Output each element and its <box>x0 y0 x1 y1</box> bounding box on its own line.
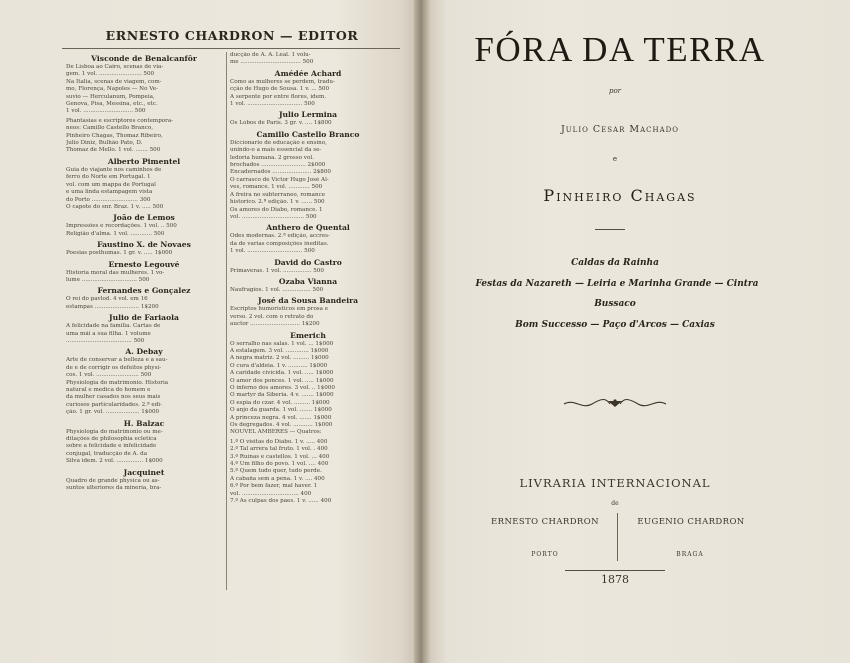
catalogue-column-left <box>66 52 222 494</box>
catalogue-line: Physiologia do matrimonio ou me- <box>66 428 163 435</box>
catalogue-author: Visconde de Benalcanfôr <box>91 54 197 63</box>
catalogue-entry <box>66 419 222 466</box>
catalogue-entry <box>66 313 222 345</box>
catalogue-line: Odes modernas. 2.ª edição, accres- <box>230 233 330 240</box>
catalogue-line: A caridade civicida. 1 vol. ..... 1$000 <box>230 370 334 377</box>
catalogue-line: O cura d'aldeia. 1 v. ........... 1$000 <box>230 362 328 369</box>
por-label: por <box>608 87 622 95</box>
right-page <box>426 0 850 663</box>
catalogue-author: David do Castro <box>274 257 342 267</box>
catalogue-line: De Lisboa ao Cairo, scenas de via- <box>66 64 164 70</box>
place-line-4: Bom Successo — Paço d'Arcos — Caxias <box>515 320 715 330</box>
catalogue-line: Genova, Pisa, Messina, etc., etc. <box>66 101 158 108</box>
catalogue-entry <box>66 118 222 155</box>
catalogue-line: A negra matriz. 2 vol. ......... 1$000 <box>230 355 329 362</box>
catalogue-line: me .................................. 500 <box>230 59 314 66</box>
catalogue-line: e uma linda estampagem vista <box>66 189 153 196</box>
catalogue-author: H. Balzac <box>123 418 165 428</box>
catalogue-line: cos. 1 vol. ........................ 500 <box>66 372 152 379</box>
catalogue-author: Alberto Pimentel <box>107 156 181 166</box>
catalogue-entry <box>230 52 386 67</box>
catalogue-line: O anjo da guarda. 1 vol. ....... 1$000 <box>230 407 332 414</box>
catalogue-author: Julio Lermina <box>278 110 338 120</box>
catalogue-author: José da Sousa Bandeira <box>258 296 358 306</box>
catalogue-line: verso. 2 vol. com o retrato do <box>230 313 314 320</box>
catalogue-header: ERNESTO CHARDRON — EDITOR <box>105 28 359 43</box>
place-line-1: Caldas da Rainha <box>571 258 659 268</box>
catalogue-line: neos: Camillo Castello Branco, <box>66 125 154 132</box>
catalogue-line: sobre a felicidade e infelicidade <box>66 443 157 450</box>
catalogue-line: Os Lobos de Paris. 3 gr. v. .... 1$800 <box>230 120 332 127</box>
catalogue-line: O inferno dos amores. 3 vol. .. 1$000 <box>230 385 335 391</box>
catalogue-line: 2.º Tal arrera tal fruto. 1 vol. . 400 <box>230 446 328 453</box>
catalogue-line: Escriptos humoristicos em prosa e <box>230 306 329 313</box>
catalogue-line: lume ............................... 500 <box>66 276 150 283</box>
catalogue-line: brochados ......................... 2$000 <box>230 162 326 169</box>
catalogue-line: Thomaz de Mello. 1 vol. ....... 500 <box>66 147 161 154</box>
catalogue-line: de e de corrigir os defeitos physi- <box>66 364 162 371</box>
city-braga: BRAGA <box>676 551 704 558</box>
catalogue-author: Julio de Fariaola <box>109 313 179 323</box>
catalogue-author: Ernesto Legouvé <box>108 259 180 269</box>
catalogue-line: NOUVEL AMBERES — Quatros: <box>230 429 322 436</box>
catalogue-entry <box>66 347 222 416</box>
catalogue-line: 1 vol. ............................... 500 <box>230 101 315 108</box>
catalogue-entry <box>230 130 386 221</box>
catalogue-line: vol. com um mappa de Portugal <box>66 181 156 188</box>
catalogue-entry <box>66 54 222 116</box>
publication-year: 1878 <box>601 573 629 586</box>
editor-porto: ERNESTO CHARDRON <box>491 517 599 527</box>
year-rule <box>565 570 665 571</box>
catalogue-line: A princeza negra. 4 vol. ....... 1$000 <box>230 414 332 421</box>
catalogue-line: suntos ulteriores da mineria, bra- <box>66 485 162 492</box>
catalogue-line: A serpente por entre flores, idem. <box>230 93 327 100</box>
catalogue-line: Diccionario de educação e ensino, <box>230 139 327 146</box>
catalogue-line: 1 vol. ............................ 500 <box>66 108 146 115</box>
catalogue-line: da de varias composições ineditas. <box>230 240 329 247</box>
catalogue-line: ledoria humana. 2 grosso vol. <box>230 154 314 161</box>
catalogue-line: Primaveras. 1 vol. ................ 500 <box>230 267 324 274</box>
catalogue-author: Anthero de Quental <box>266 223 350 233</box>
catalogue-line: 1.º O visitas do Diabo. 1 v. ..... 400 <box>230 438 328 445</box>
catalogue-line: Quadro de grande physica ou as- <box>66 477 160 484</box>
conjunction-label: e <box>612 155 618 163</box>
author-name-2: Pinheiro Chagas <box>543 186 697 205</box>
catalogue-line: ducção de A. A. Leal. 1 volu- <box>230 52 311 58</box>
catalogue-line: Os amores do Diabo, romance. 1 <box>230 206 323 213</box>
catalogue-entry <box>230 296 386 328</box>
catalogue-line: Religião d'alma. 1 vol. ............ 500 <box>66 230 165 237</box>
catalogue-author: João de Lemos <box>113 213 175 223</box>
catalogue-line: Guia do viajante nos caminhos de <box>66 166 162 173</box>
catalogue-line: Phantasias e escriptores contempora- <box>66 117 174 124</box>
catalogue-line: suvio — Herculanum, Pompeia, <box>66 93 155 100</box>
catalogue-line: Pinheiro Chagas, Thomaz Ribeiro, <box>66 132 163 139</box>
catalogue-line: 5.º Quem tudo quer, tudo perde. <box>230 468 322 475</box>
place-line-2: Festas da Nazareth — Leiria e Marinha Grande — Cintra <box>475 279 759 289</box>
decorative-flourish-icon <box>560 396 670 412</box>
catalogue-line: Os degregados. 4 vol. ........... 1$000 <box>230 422 333 429</box>
catalogue-entry <box>230 258 386 275</box>
catalogue-entry <box>230 277 386 294</box>
catalogue-line: estampas ......................... 1$200 <box>66 303 159 310</box>
catalogue-line: Silva idem. 2 vol. ............... 1$000 <box>66 458 163 465</box>
catalogue-line: ..................................... 500 <box>66 337 145 344</box>
catalogue-line: Naufragios. 1 vol. ................ 500 <box>230 286 324 293</box>
catalogue-line: natural e medica do homem e <box>66 387 151 393</box>
catalogue-author: Amédée Achard <box>274 68 342 78</box>
catalogue-line: da mulher casados nos seus mais <box>66 394 161 401</box>
catalogue-line: A felicidade na familia. Cartas de <box>66 323 161 330</box>
header-rule <box>62 48 400 49</box>
catalogue-column-right <box>230 52 386 508</box>
catalogue-line: Julio Diniz, Bulhão Pato, D. <box>66 140 143 147</box>
catalogue-line: gem. 1 vol. ........................ 500 <box>66 71 155 78</box>
catalogue-entry <box>66 240 222 257</box>
catalogue-entry <box>230 69 386 109</box>
catalogue-line: vol. ................................ 400 <box>230 490 312 497</box>
catalogue-line: Poesias posthumas. 1 gr. v. ..... 1$000 <box>66 250 173 257</box>
catalogue-line: historico. 2.ª edição. 1 v. ...... 500 <box>230 199 325 206</box>
catalogue-line: auctor ............................ 1$200 <box>230 321 320 328</box>
catalogue-line: A estalagem. 3 vol. ............. 1$000 <box>230 347 329 354</box>
catalogue-author: Fernandes e Gonçalez <box>97 286 191 296</box>
catalogue-line: O capote do snr. Braz. 1 v. ..... 500 <box>66 203 164 210</box>
catalogue-entry <box>66 260 222 285</box>
catalogue-author: Jacquinet <box>123 467 165 477</box>
catalogue-author: A. Debay <box>125 347 163 357</box>
column-divider <box>226 52 227 590</box>
catalogue-author: Camillo Castello Branco <box>256 129 360 139</box>
catalogue-line: uma mãi a sua filha. 1 volume <box>66 330 151 337</box>
catalogue-line: O martyr da Siberia. 4 v. ....... 1$000 <box>230 392 334 399</box>
catalogue-entry <box>66 213 222 238</box>
city-porto: PORTO <box>531 551 559 558</box>
editor-braga: EUGENIO CHARDRON <box>637 517 745 527</box>
catalogue-line: O carrasco de Victor Hugo José Al- <box>230 176 329 183</box>
place-line-3: Bussaco <box>594 299 636 309</box>
author-name-1: Julio Cesar Machado <box>560 124 680 135</box>
catalogue-entry <box>230 223 386 255</box>
catalogue-line: Physiologia do matrimonio. Historia <box>66 379 169 386</box>
catalogue-entry <box>230 331 386 437</box>
de-label: de <box>611 500 619 507</box>
catalogue-line: O espia do czar. 4 vol. ......... 1$000 <box>230 399 330 406</box>
book-title: FÓRA DA TERRA <box>474 30 766 69</box>
catalogue-line: A cabaña sem a pena. 1 v. .... 400 <box>230 475 325 482</box>
title-rule <box>595 229 625 230</box>
catalogue-line: mo, Florença, Napoles — No Ve- <box>66 86 158 93</box>
catalogue-line: 3.º Ruínas e castellos. 1 vol. ... 400 <box>230 453 330 460</box>
catalogue-line: ferro do Norte em Portugal. 1 <box>66 174 151 181</box>
catalogue-author: Ozaba Vianna <box>278 276 338 286</box>
publisher-name: LIVRARIA INTERNACIONAL <box>519 476 711 490</box>
catalogue-line: 4.º Um filho do povo. 1 vol. .... 400 <box>230 461 329 468</box>
book-gutter <box>414 0 430 663</box>
catalogue-line: Historia moral das mulheres. 1 vo- <box>66 269 165 276</box>
catalogue-line: vol. ................................... 500 <box>230 213 317 220</box>
catalogue-line: Na Italia, scenas de viagem, com- <box>66 78 162 85</box>
catalogue-line: 1 vol. ............................... 500 <box>230 248 315 255</box>
catalogue-entry <box>66 286 222 311</box>
catalogue-line: ção. 1 gr. vol. ................... 1$000 <box>66 409 160 416</box>
catalogue-line: Impressões e recordações. 1 vol. .. 500 <box>66 223 177 230</box>
catalogue-author: Faustino X. de Novaes <box>97 240 191 250</box>
catalogue-entry <box>230 110 386 127</box>
catalogue-line: A freira no subterraneo, romance <box>230 191 326 198</box>
catalogue-entry <box>66 157 222 211</box>
catalogue-line: 6.º Por bem fazer, mal haver. 1 <box>230 483 318 490</box>
catalogue-line: Arte de conservar a belleza e a sau- <box>66 357 168 364</box>
catalogue-line: do Porto .......................... 300 <box>66 196 151 203</box>
catalogue-line: Encadernados ...................... 2$800 <box>230 169 331 176</box>
catalogue-line: unindo-o a mais essencial da se- <box>230 147 322 154</box>
catalogue-line: ditações de philosophia ecletica <box>66 436 157 443</box>
catalogue-line: curiosos particularidades. 2.ª edi- <box>66 401 162 408</box>
catalogue-line: ves, romance. 1 vol. ............ 500 <box>230 184 323 191</box>
catalogue-line: cção de Hugo de Sousa. 1 v. ... 500 <box>230 86 330 93</box>
catalogue-line: O serralho nas salas. 1 vol. ... 1$000 <box>230 340 334 347</box>
catalogue-line: Como as mulheres se perdem, tradu- <box>230 78 335 85</box>
catalogue-line: O amor dos ponces. 1 vol. ..... 1$000 <box>230 377 334 384</box>
catalogue-entry <box>66 468 222 493</box>
catalogue-author: Emerich <box>290 330 326 340</box>
catalogue-line: conjugal, traducção de A. da <box>66 450 148 457</box>
catalogue-line: O rei do pavlod. 4 vol. em 16 <box>66 296 148 303</box>
catalogue-entry <box>230 439 386 506</box>
catalogue-line: 7.º As culpas dos paes. 1 v. ...... 400 <box>230 498 332 505</box>
